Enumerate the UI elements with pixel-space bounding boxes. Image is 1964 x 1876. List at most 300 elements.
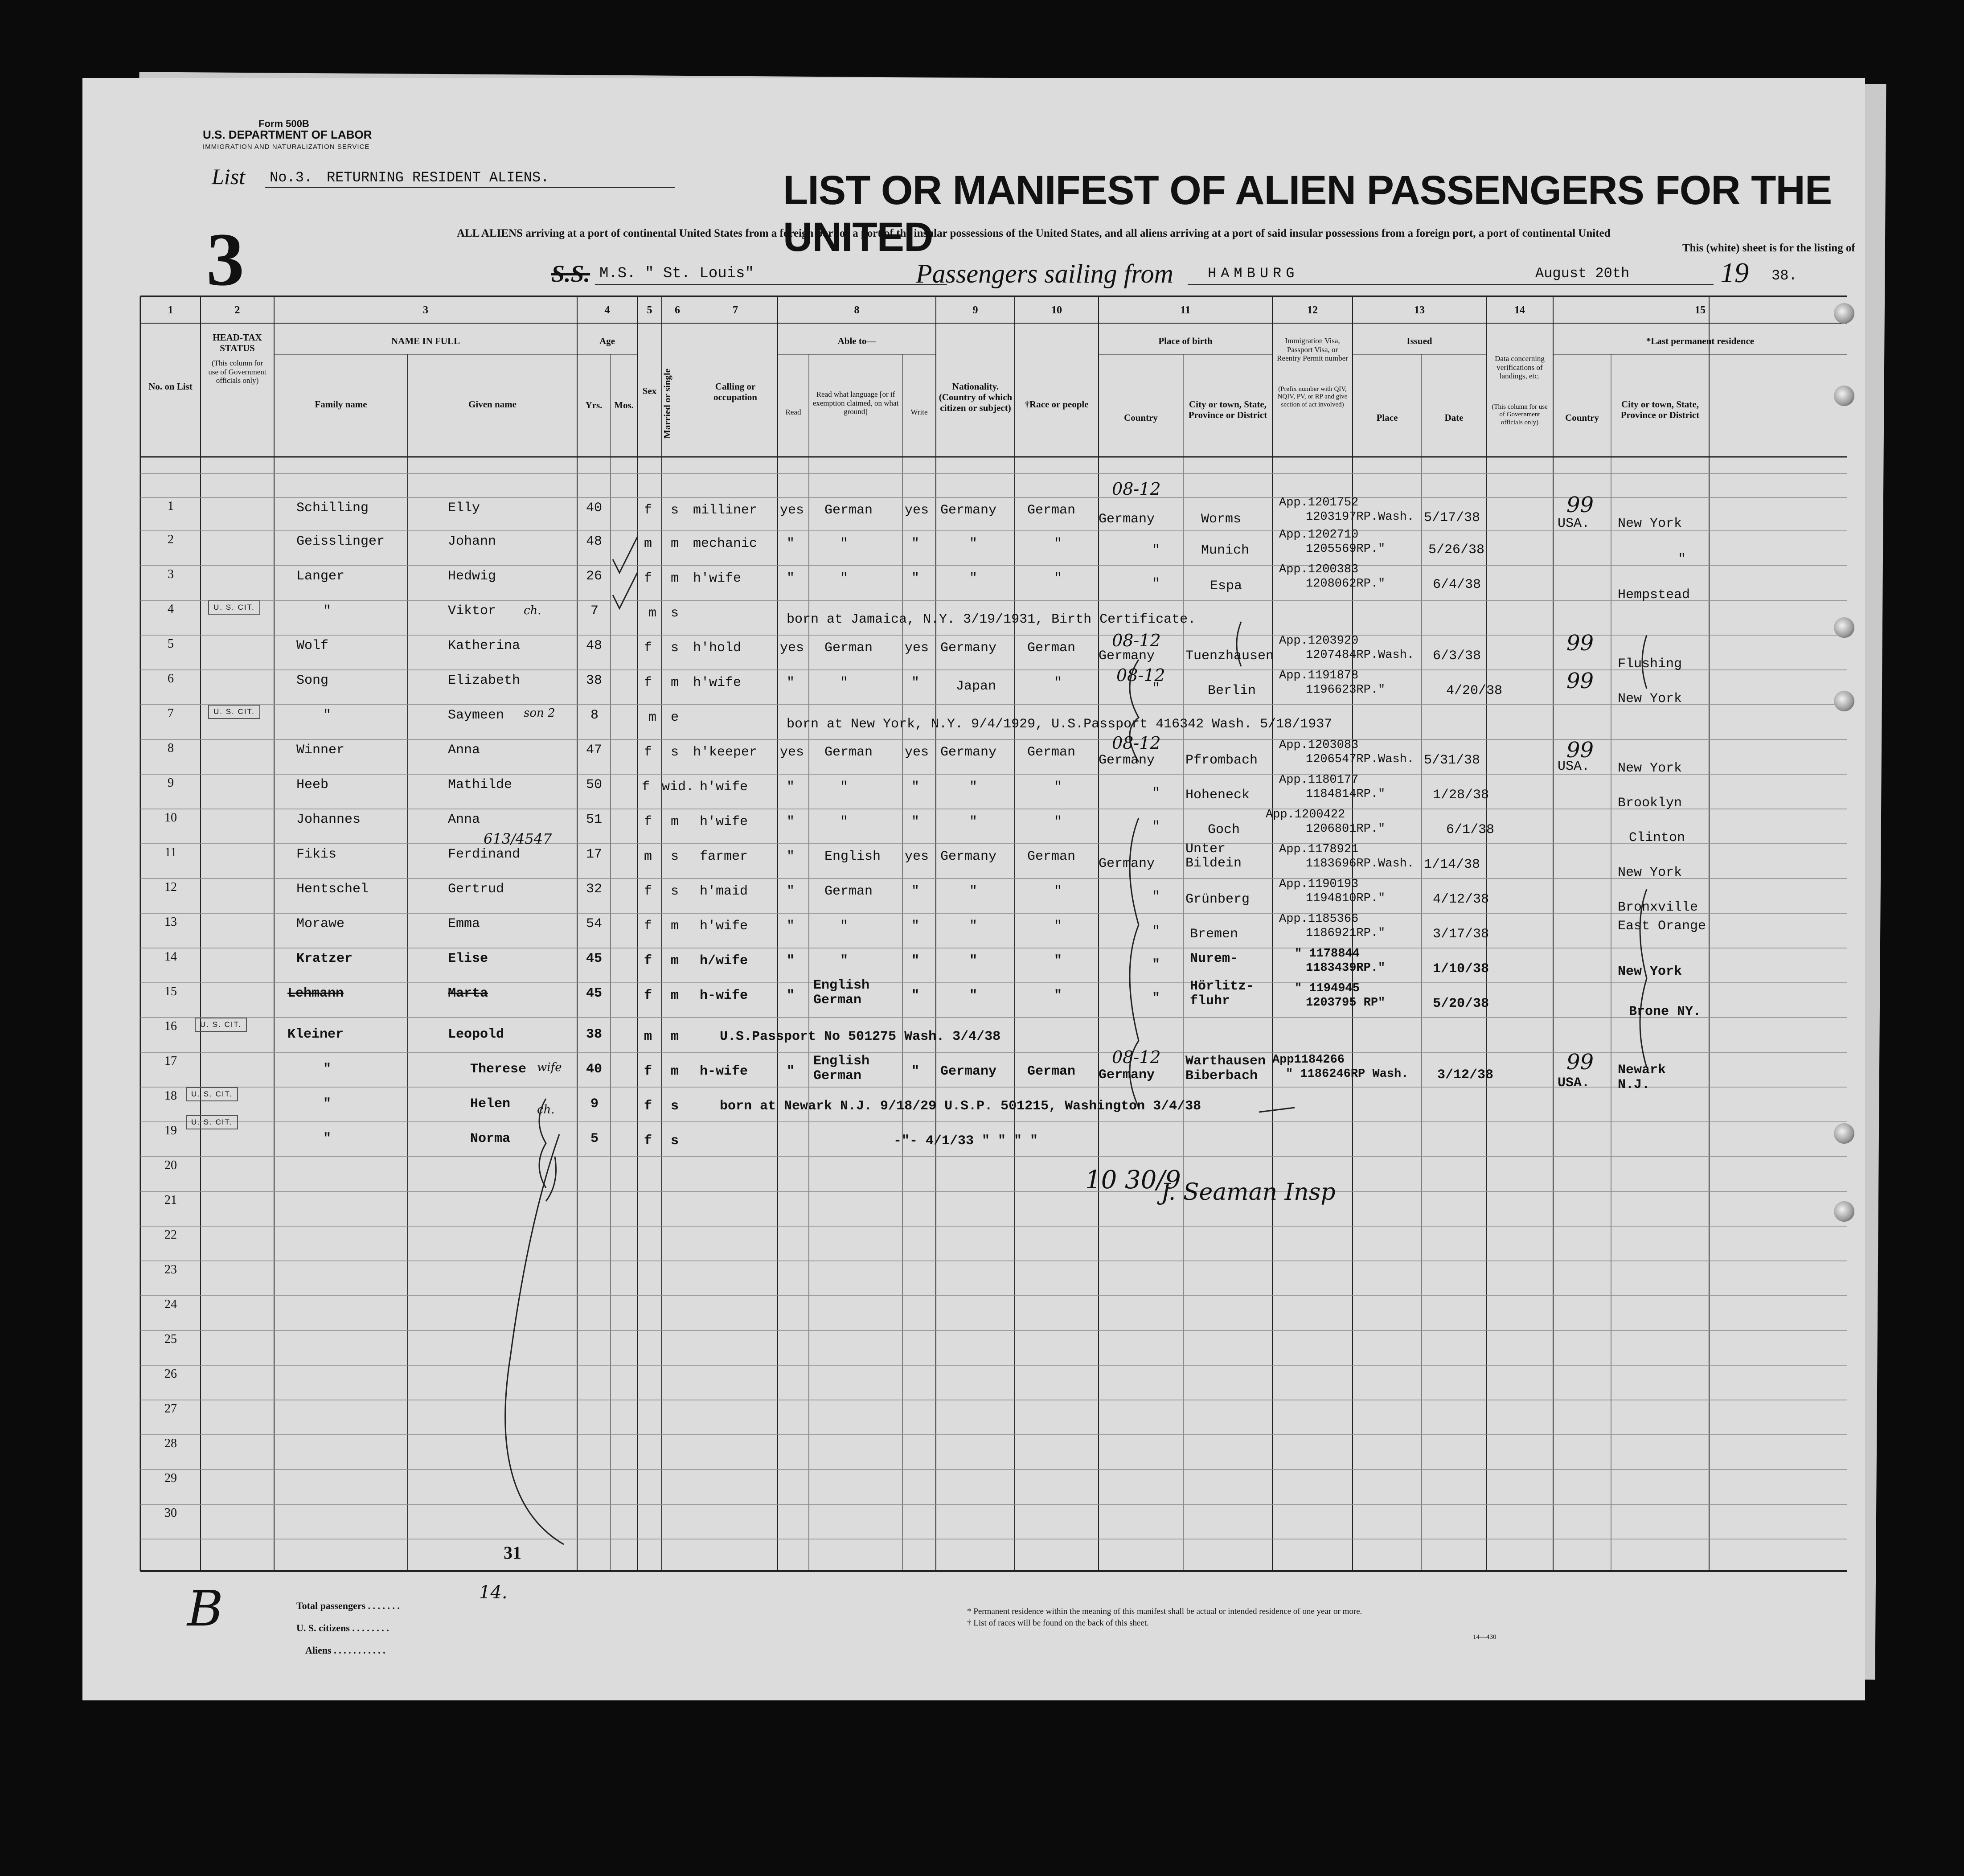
marital-status: m [671, 953, 679, 969]
punch-hole [1834, 617, 1854, 638]
row-number: 8 [168, 741, 174, 755]
visa-permit: 1206547RP.Wash. [1306, 753, 1415, 766]
read-language: English German [813, 1054, 870, 1084]
row-number: 19 [164, 1124, 177, 1137]
write: " [911, 953, 920, 969]
row-number: 17 [164, 1054, 177, 1068]
col-number: 2 [234, 304, 240, 316]
col-number: 5 [647, 304, 652, 316]
row-number: 4 [168, 602, 174, 616]
birth-city: Espa [1210, 579, 1242, 594]
row-number: 5 [168, 637, 174, 651]
sex: f [644, 919, 652, 934]
write: " [911, 814, 920, 829]
race: " [1054, 919, 1062, 934]
read-language: German [824, 745, 873, 760]
family-name: Kratzer [296, 951, 353, 966]
family-name: " [323, 1131, 332, 1146]
given-name: Leopold [448, 1027, 504, 1042]
visa-app: App.1200422 [1266, 808, 1345, 821]
header-write: Write [910, 408, 928, 416]
read: " [787, 849, 795, 864]
manifest-sheet [82, 78, 1865, 1700]
residence-city: Brone NY. [1629, 1004, 1702, 1019]
race: " [1054, 953, 1062, 969]
aliens-label: Aliens . . . . . . . . . . . [305, 1645, 385, 1656]
birth-city: Berlin [1208, 683, 1256, 698]
given-name: Emma [448, 916, 480, 932]
residence-city: New York [1618, 761, 1682, 776]
marital-status: m [671, 571, 679, 586]
issue-date: 1/14/38 [1424, 857, 1480, 872]
header-able-to: Able to— [837, 336, 876, 346]
list-number: No.3. [270, 169, 313, 186]
manifest-title: LIST OR MANIFEST OF ALIEN PASSENGERS FOR THE UNITED [783, 168, 1832, 260]
header-family-name: Family name [315, 399, 367, 410]
race: " [1054, 988, 1062, 1003]
read-language: " [840, 675, 849, 690]
sex: f [644, 988, 652, 1003]
read: " [787, 953, 795, 969]
visa-app: App.1191878 [1279, 669, 1359, 682]
visa-permit: 1183696RP.Wash. [1306, 857, 1415, 870]
year-suffix: 38. [1771, 267, 1797, 284]
service: IMMIGRATION AND NATURALIZATION SERVICE [203, 143, 370, 151]
visa-permit: 1207484RP.Wash. [1306, 649, 1415, 662]
birth-country: " [1152, 819, 1160, 834]
issue-date: 6/1/38 [1446, 822, 1495, 837]
row-number: 30 [164, 1506, 177, 1520]
age-years: 8 [590, 708, 599, 723]
age-years: 48 [586, 638, 603, 653]
read: " [787, 780, 795, 795]
row-number: 15 [164, 985, 177, 998]
family-name: " [323, 603, 332, 619]
marital-status: m [671, 1064, 679, 1079]
instruction-line-2: This (white) sheet is for the listing of [1682, 242, 1855, 254]
family-name: Geisslinger [296, 534, 385, 549]
punch-hole [1834, 1123, 1854, 1144]
handwritten-code: 99 [1566, 1050, 1594, 1075]
read-language: " [840, 919, 849, 934]
residence-city: Bronxville [1618, 900, 1698, 915]
issue-date: 1/28/38 [1433, 788, 1489, 803]
header-visa: Immigration Visa, Passport Visa, or Reentry Permit number [1277, 337, 1348, 363]
remark: -"- 4/1/33 " " " " [894, 1133, 1038, 1149]
race: " [1054, 675, 1062, 690]
handwritten-circle-mark: B [187, 1580, 223, 1637]
birth-country: " [1152, 543, 1160, 558]
read-language: English [824, 849, 881, 864]
marital-status: s [671, 884, 679, 899]
age-years: 45 [586, 986, 603, 1001]
row-number: 24 [164, 1297, 177, 1311]
visa-permit: 1208062RP." [1306, 577, 1386, 591]
header-head-tax-note: (This column for use of Government officials only) [208, 359, 267, 385]
birth-country: " [1152, 924, 1160, 939]
col-number: 9 [972, 304, 978, 316]
family-name: " [323, 1096, 332, 1112]
family-name: Hentschel [296, 882, 369, 897]
page-number: 31 [504, 1543, 521, 1563]
birth-city: Tuenzhausen [1185, 649, 1274, 664]
read-language: " [840, 536, 849, 551]
read: " [787, 675, 795, 690]
row-number: 6 [168, 672, 174, 686]
given-name: Ferdinand [448, 847, 521, 862]
occupation: h'wife [700, 919, 748, 934]
handwritten-note: ch. [537, 1103, 555, 1117]
race: " [1054, 780, 1062, 795]
occupation: h-wife [700, 988, 748, 1003]
marital-status: m [671, 919, 679, 934]
residence-city: " [1678, 552, 1686, 567]
age-years: 17 [586, 847, 603, 862]
us-cit-stamp: U. S. CIT. [208, 705, 260, 719]
birth-city: Warthausen Biberbach [1185, 1054, 1266, 1084]
row-number: 29 [164, 1471, 177, 1485]
header-issued-date: Date [1444, 412, 1464, 423]
sex: m [644, 849, 652, 864]
issue-date: 4/12/38 [1433, 892, 1489, 907]
given-name: Elise [448, 951, 488, 966]
visa-app: App.1185366 [1279, 912, 1359, 926]
nationality: Germany [940, 503, 997, 518]
sex: m [648, 710, 657, 725]
visa-permit: 1194810RP." [1306, 892, 1386, 905]
sailing-label: Passengers sailing from [916, 259, 1173, 288]
read: yes [780, 503, 804, 518]
residence-city: New York [1618, 516, 1682, 531]
given-name: Norma [470, 1131, 511, 1146]
header-issued: Issued [1406, 336, 1432, 346]
race: " [1054, 814, 1062, 829]
header-mos: Mos. [614, 400, 634, 411]
header-residence-city: City or town, State, Province or District [1620, 399, 1700, 421]
family-name: Morawe [296, 916, 345, 932]
sex: m [644, 1029, 652, 1044]
sex: m [644, 536, 652, 551]
residence-city: New York [1618, 964, 1682, 979]
occupation: h'wife [693, 675, 742, 690]
visa-app: App.1202710 [1279, 528, 1359, 542]
birth-city: Goch [1208, 822, 1240, 837]
occupation: farmer [700, 849, 748, 864]
visa-app: App.1203920 [1279, 634, 1359, 648]
visa-app: App.1190193 [1279, 878, 1359, 891]
vessel-name: M.S. " St. Louis" [599, 265, 754, 282]
given-name: Gertrud [448, 882, 504, 897]
print-code: 14—430 [1473, 1634, 1497, 1641]
write: yes [905, 503, 929, 518]
visa-app: " 1178844 [1295, 947, 1360, 961]
race: " [1054, 536, 1062, 551]
sex: f [644, 814, 652, 829]
nationality: " [969, 919, 978, 934]
row-number: 1 [168, 499, 174, 513]
punch-hole [1834, 1201, 1854, 1222]
list-label: List [212, 164, 246, 189]
marital-status: m [671, 988, 679, 1003]
read: yes [780, 745, 804, 760]
sex: f [644, 1064, 652, 1079]
occupation: h'maid [700, 884, 748, 899]
write: yes [905, 745, 929, 760]
inspector-signature: J. Seaman Insp [1161, 1179, 1336, 1206]
birth-country: " [1152, 786, 1160, 801]
family-name: " [323, 1062, 332, 1077]
marital-status: s [671, 849, 679, 864]
row-number: 27 [164, 1402, 177, 1416]
departure-port: HAMBURG [1208, 265, 1299, 282]
sex: f [644, 1099, 652, 1114]
read: " [787, 536, 795, 551]
family-name: Johannes [296, 812, 361, 827]
header-yrs: Yrs. [585, 400, 603, 411]
col-number: 7 [733, 304, 738, 316]
marital-status: e [671, 710, 679, 725]
issue-date: 5/20/38 [1433, 996, 1489, 1011]
write: " [911, 675, 920, 690]
visa-permit: 1183439RP." [1306, 961, 1386, 975]
sheet-number: 3 [206, 218, 244, 301]
visa-app: App.1200383 [1279, 563, 1359, 576]
form-number: Form 500B [258, 118, 309, 129]
given-name: Anna [448, 743, 480, 758]
header-sex: Sex [642, 386, 657, 396]
nationality: Germany [940, 640, 997, 656]
residence-country: USA. [1558, 1076, 1590, 1091]
write: yes [905, 849, 929, 864]
given-name: Katherina [448, 638, 521, 653]
header-residence-country: Country [1565, 412, 1599, 423]
row-number: 20 [164, 1158, 177, 1172]
row-number: 9 [168, 776, 174, 790]
visa-permit: 1186921RP." [1306, 927, 1386, 940]
punch-hole [1834, 386, 1854, 406]
nationality: Japan [956, 679, 996, 694]
read: " [787, 814, 795, 829]
instruction-line-1: ALL ALIENS arriving at a port of continental United States from a foreign port or a port of the insular possessions of the United States, and all aliens arriving at a port of said insular possessions from a foreign port, a port of continental United [457, 227, 1611, 239]
marital-status: s [671, 606, 679, 621]
marital-status: m [671, 1029, 679, 1044]
birth-country: Germany [1099, 649, 1155, 664]
birth-country: Germany [1099, 1067, 1155, 1083]
residence-city: East Orange [1618, 919, 1706, 934]
row-number: 2 [168, 533, 174, 546]
given-name: Elly [448, 501, 480, 516]
col-number: 3 [423, 304, 428, 316]
residence-city: Hempstead [1618, 587, 1690, 603]
age-years: 51 [586, 812, 603, 827]
header-nationality: Nationality. (Country of which citizen or subject) [939, 381, 1013, 414]
family-name: Lehmann [287, 986, 344, 1001]
write: yes [905, 640, 929, 656]
residence-country: USA. [1558, 759, 1590, 774]
remark: born at Newark N.J. 9/18/29 U.S.P. 501215, Washington 3/4/38 [720, 1099, 1201, 1114]
visa-permit: " 1186246RP Wash. [1286, 1067, 1409, 1081]
footnote-residence: * Permanent residence within the meaning of this manifest shall be actual or intended residence of one year or more. [967, 1607, 1362, 1616]
read-language: " [840, 780, 849, 795]
issue-date: 3/12/38 [1437, 1067, 1494, 1083]
given-name: Viktor [448, 603, 496, 619]
remark: U.S.Passport No 501275 Wash. 3/4/38 [720, 1029, 1001, 1044]
row-number: 23 [164, 1263, 177, 1277]
birth-city: Nurem- [1190, 951, 1238, 966]
read: " [787, 988, 795, 1003]
occupation: h'wife [700, 780, 748, 795]
race: German [1027, 849, 1076, 864]
sex: f [644, 1133, 652, 1149]
given-name: Johann [448, 534, 496, 549]
total-passengers-label: Total passengers . . . . . . . [296, 1600, 400, 1611]
write: " [911, 536, 920, 551]
sex: f [644, 953, 652, 969]
marital-status: s [671, 745, 679, 760]
read-language: " [840, 571, 849, 586]
handwritten-note: wife [537, 1061, 562, 1074]
row-number: 11 [164, 846, 177, 859]
residence-city: Clinton [1629, 830, 1685, 846]
visa-permit: 1196623RP." [1306, 683, 1386, 697]
race: " [1054, 571, 1062, 586]
col-number: 12 [1307, 304, 1318, 316]
col-number: 4 [604, 304, 610, 316]
department: U.S. DEPARTMENT OF LABOR [203, 128, 372, 141]
read-language: " [840, 953, 849, 969]
given-name: Therese [470, 1062, 527, 1077]
residence-city: Brooklyn [1618, 796, 1682, 811]
write: " [911, 988, 920, 1003]
handwritten-code: 08-12 [1112, 733, 1161, 753]
header-landings-note: (This column for use of Government officials only) [1492, 403, 1548, 426]
sex: f [644, 675, 652, 690]
birth-city: Hoheneck [1185, 788, 1250, 803]
occupation: h-wife [700, 1064, 748, 1079]
row-number: 3 [168, 567, 174, 581]
punch-hole [1834, 303, 1854, 324]
marital-status: s [671, 1133, 679, 1149]
nationality: Germany [940, 745, 997, 760]
row-number: 28 [164, 1437, 177, 1450]
read: " [787, 919, 795, 934]
header-no-on-list: No. on List [148, 381, 193, 392]
birth-country: " [1152, 576, 1160, 591]
visa-app: App.1178921 [1279, 843, 1359, 856]
us-cit-stamp: U. S. CIT. [208, 600, 260, 615]
header-issued-place: Place [1376, 412, 1398, 423]
marital-status: m [671, 814, 679, 829]
age-years: 5 [590, 1131, 599, 1146]
write: " [911, 780, 920, 795]
us-cit-stamp: U. S. CIT. [186, 1087, 238, 1101]
read-language: German [824, 640, 873, 656]
birth-city: Worms [1201, 512, 1242, 527]
row-number: 16 [164, 1019, 177, 1033]
race: German [1027, 745, 1076, 760]
residence-country: USA. [1558, 516, 1590, 531]
us-cit-stamp: U. S. CIT. [186, 1115, 238, 1129]
header-head-tax: HEAD-TAX STATUS [213, 332, 262, 354]
read-language: German [824, 884, 873, 899]
family-name: Winner [296, 743, 345, 758]
handwritten-code: 08-12 [1112, 1047, 1161, 1067]
us-cit-stamp: U. S. CIT. [195, 1018, 247, 1032]
col-number: 1 [168, 304, 173, 316]
race: German [1027, 640, 1076, 656]
issue-date: 5/17/38 [1424, 510, 1480, 525]
family-name: Kleiner [287, 1027, 344, 1042]
col-number: 14 [1514, 304, 1525, 316]
occupation: h/wife [700, 953, 748, 969]
age-years: 47 [586, 743, 603, 758]
visa-permit: 1206801RP." [1306, 822, 1386, 836]
race: German [1027, 1064, 1076, 1079]
header-birth-city: City or town, State, Province or District [1188, 399, 1267, 421]
col-number: 6 [675, 304, 680, 316]
write: " [911, 884, 920, 899]
issue-date: 1/10/38 [1433, 961, 1489, 977]
race: " [1054, 884, 1062, 899]
occupation: h'keeper [693, 745, 758, 760]
sex: m [648, 606, 657, 621]
header-married: Married or single [662, 368, 672, 439]
col-number: 8 [854, 304, 860, 316]
header-read-language: Read what language [or if exemption claimed, on what ground] [812, 390, 899, 416]
handwritten-code: 99 [1566, 631, 1594, 656]
age-years: 7 [590, 603, 599, 619]
occupation: h'wife [693, 571, 742, 586]
birth-city: Grünberg [1185, 892, 1250, 907]
birth-country: Germany [1099, 753, 1155, 768]
issue-date: 4/20/38 [1446, 683, 1503, 698]
marital-status: m [671, 675, 679, 690]
header-name-in-full: NAME IN FULL [391, 336, 460, 346]
total-passengers-value: 14. [479, 1582, 508, 1603]
handwritten-code: 99 [1566, 738, 1594, 763]
row-number: 10 [164, 811, 177, 825]
sex: f [644, 884, 652, 899]
col-number: 15 [1695, 304, 1706, 316]
row-number: 13 [164, 915, 177, 929]
birth-country: Germany [1099, 856, 1155, 871]
col-number: 11 [1180, 304, 1191, 316]
nationality: " [969, 884, 978, 899]
birth-city: Pfrombach [1185, 753, 1258, 768]
birth-city: Bremen [1190, 927, 1238, 942]
remark: born at New York, N.Y. 9/4/1929, U.S.Passport 416342 Wash. 5/18/1937 [787, 717, 1333, 732]
write: " [911, 1064, 920, 1079]
birth-city: Munich [1201, 543, 1250, 558]
nationality: " [969, 814, 978, 829]
write: " [911, 571, 920, 586]
issue-date: 5/26/38 [1428, 542, 1485, 558]
visa-permit: 1203795 RP" [1306, 996, 1386, 1010]
visa-app: App.1180177 [1279, 773, 1359, 787]
issue-date: 3/17/38 [1433, 927, 1489, 942]
nationality: " [969, 571, 978, 586]
handwritten-date: 10 30/9 [1085, 1166, 1181, 1195]
nationality: " [969, 780, 978, 795]
row-number: 12 [164, 880, 177, 894]
occupation: h'hold [693, 640, 742, 656]
residence-city: New York [1618, 865, 1682, 880]
sex: f [644, 503, 652, 518]
nationality: " [969, 536, 978, 551]
family-name: " [323, 708, 332, 723]
nationality: Germany [940, 1064, 997, 1079]
birth-country: Germany [1099, 512, 1155, 527]
